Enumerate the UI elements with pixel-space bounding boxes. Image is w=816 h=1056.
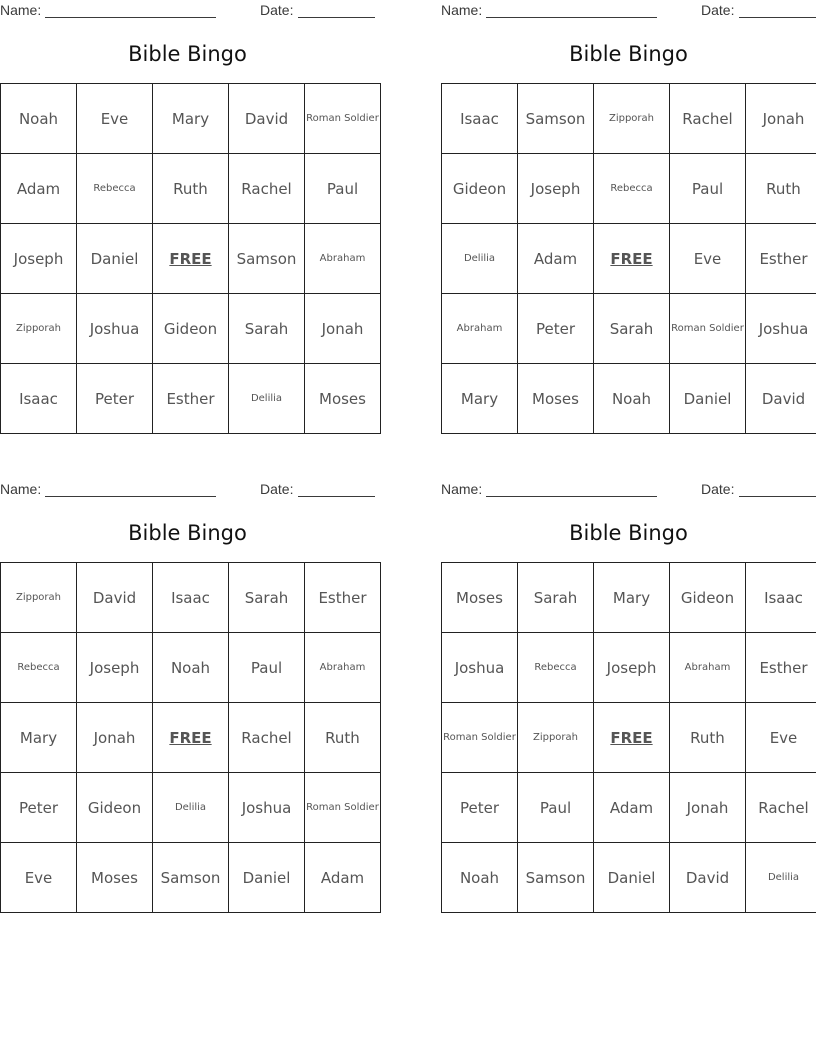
bingo-cell[interactable]: Roman Soldier [305, 773, 381, 843]
bingo-cell[interactable]: Roman Soldier [305, 84, 381, 154]
bingo-cell[interactable]: Adam [305, 843, 381, 913]
bingo-cell[interactable]: Ruth [746, 154, 816, 224]
bingo-cell[interactable]: Sarah [594, 294, 670, 364]
bingo-cell[interactable]: Joshua [77, 294, 153, 364]
name-label: Name: [441, 2, 483, 18]
date-label: Date: [701, 2, 735, 18]
bingo-cell[interactable]: Esther [746, 633, 816, 703]
bingo-cell[interactable]: Noah [442, 843, 518, 913]
bingo-card-4 [441, 479, 816, 913]
bingo-cell[interactable]: Mary [594, 563, 670, 633]
bingo-cell[interactable]: Rachel [229, 154, 305, 224]
name-blank-line[interactable] [486, 17, 657, 18]
bingo-cell[interactable]: Samson [153, 843, 229, 913]
name-blank-line[interactable] [486, 496, 657, 497]
bingo-cell[interactable]: Peter [1, 773, 77, 843]
bingo-cell[interactable]: Gideon [442, 154, 518, 224]
bingo-cell[interactable]: Daniel [77, 224, 153, 294]
card-title: Bible Bingo [128, 42, 247, 66]
bingo-cell[interactable]: Rebecca [1, 633, 77, 703]
bingo-cell[interactable]: Mary [1, 703, 77, 773]
name-label: Name: [0, 2, 42, 18]
bingo-cell[interactable]: Eve [746, 703, 816, 773]
bingo-cell[interactable]: Zipporah [1, 294, 77, 364]
bingo-grid [441, 83, 816, 434]
bingo-cell[interactable]: Ruth [670, 703, 746, 773]
bingo-cell[interactable]: Abraham [305, 633, 381, 703]
bingo-cell[interactable]: Zipporah [518, 703, 594, 773]
bingo-cell[interactable]: Esther [746, 224, 816, 294]
bingo-cell[interactable]: Rachel [746, 773, 816, 843]
bingo-cell[interactable]: Joshua [442, 633, 518, 703]
bingo-cell[interactable]: Moses [77, 843, 153, 913]
bingo-cell[interactable]: Adam [1, 154, 77, 224]
bingo-cell[interactable]: Ruth [305, 703, 381, 773]
bingo-grid [0, 83, 381, 434]
bingo-cell[interactable]: Eve [1, 843, 77, 913]
bingo-cell[interactable]: Joseph [1, 224, 77, 294]
bingo-cell[interactable]: Delilia [153, 773, 229, 843]
bingo-cell[interactable]: Gideon [153, 294, 229, 364]
name-date-row [441, 481, 816, 499]
bingo-row [442, 154, 816, 224]
bingo-cell[interactable]: Ruth [153, 154, 229, 224]
bingo-cell[interactable]: Samson [518, 843, 594, 913]
free-space[interactable]: FREE [594, 703, 670, 773]
bingo-cell[interactable]: Esther [305, 563, 381, 633]
bingo-cell[interactable]: Rebecca [518, 633, 594, 703]
name-date-row [0, 2, 375, 20]
bingo-cell[interactable]: Mary [153, 84, 229, 154]
bingo-cell[interactable]: Samson [229, 224, 305, 294]
date-blank-line[interactable] [298, 17, 375, 18]
bingo-cell[interactable]: Rebecca [594, 154, 670, 224]
bingo-cell[interactable]: Rebecca [77, 154, 153, 224]
date-label: Date: [260, 2, 294, 18]
date-blank-line[interactable] [298, 496, 375, 497]
bingo-cell[interactable]: Adam [594, 773, 670, 843]
bingo-cell[interactable]: Noah [153, 633, 229, 703]
bingo-cell[interactable]: Sarah [518, 563, 594, 633]
bingo-cell[interactable]: Abraham [442, 294, 518, 364]
free-space[interactable]: FREE [594, 224, 670, 294]
bingo-cell[interactable]: Joseph [77, 633, 153, 703]
card-title: Bible Bingo [569, 521, 688, 545]
bingo-cell[interactable]: Joshua [746, 294, 816, 364]
bingo-cell[interactable]: Jonah [77, 703, 153, 773]
date-label: Date: [701, 481, 735, 497]
bingo-cell[interactable]: Roman Soldier [670, 294, 746, 364]
bingo-cell[interactable]: Zipporah [594, 84, 670, 154]
bingo-cell[interactable]: Joseph [594, 633, 670, 703]
bingo-cell[interactable]: Noah [1, 84, 77, 154]
name-blank-line[interactable] [45, 496, 216, 497]
bingo-cell[interactable]: Roman Soldier [442, 703, 518, 773]
bingo-cell[interactable]: Moses [442, 563, 518, 633]
bingo-cell[interactable]: Jonah [670, 773, 746, 843]
bingo-cell[interactable]: Isaac [153, 563, 229, 633]
bingo-row [1, 633, 381, 703]
bingo-cell[interactable]: Peter [442, 773, 518, 843]
bingo-card-3 [0, 479, 379, 913]
bingo-cell[interactable]: Noah [594, 364, 670, 434]
bingo-row [1, 154, 381, 224]
bingo-cell[interactable]: Moses [305, 364, 381, 434]
bingo-row [442, 703, 816, 773]
bingo-cell[interactable]: Adam [518, 224, 594, 294]
bingo-cell[interactable]: Peter [77, 364, 153, 434]
bingo-row [442, 364, 816, 434]
bingo-row [442, 843, 816, 913]
bingo-cell[interactable]: Jonah [305, 294, 381, 364]
bingo-grid [0, 562, 381, 913]
bingo-cell[interactable]: Gideon [670, 563, 746, 633]
bingo-cell[interactable]: Rachel [670, 84, 746, 154]
bingo-row [442, 773, 816, 843]
bingo-cell[interactable]: David [229, 84, 305, 154]
name-date-row [441, 2, 816, 20]
bingo-grid [441, 562, 816, 913]
bingo-cell[interactable]: Joseph [518, 154, 594, 224]
bingo-cell[interactable]: David [77, 563, 153, 633]
date-blank-line[interactable] [739, 496, 816, 497]
bingo-row [1, 773, 381, 843]
bingo-cell[interactable]: Paul [670, 154, 746, 224]
bingo-row [1, 294, 381, 364]
bingo-cell[interactable]: Isaac [746, 563, 816, 633]
bingo-cell[interactable]: Paul [305, 154, 381, 224]
bingo-cell[interactable]: David [746, 364, 816, 434]
bingo-row [1, 843, 381, 913]
free-space[interactable]: FREE [153, 224, 229, 294]
bingo-cell[interactable]: Eve [670, 224, 746, 294]
card-title: Bible Bingo [128, 521, 247, 545]
bingo-cell[interactable]: Peter [518, 294, 594, 364]
bingo-cell[interactable]: Paul [229, 633, 305, 703]
bingo-cell[interactable]: Jonah [746, 84, 816, 154]
date-blank-line[interactable] [739, 17, 816, 18]
bingo-cell[interactable]: Mary [442, 364, 518, 434]
bingo-cell[interactable]: Moses [518, 364, 594, 434]
bingo-cell[interactable]: Daniel [594, 843, 670, 913]
card-title: Bible Bingo [569, 42, 688, 66]
bingo-card-1 [0, 0, 379, 434]
free-space[interactable]: FREE [153, 703, 229, 773]
bingo-cell[interactable]: Zipporah [1, 563, 77, 633]
bingo-cell[interactable]: Sarah [229, 294, 305, 364]
bingo-row [1, 563, 381, 633]
bingo-row [442, 84, 816, 154]
bingo-cell[interactable]: David [670, 843, 746, 913]
bingo-cell[interactable]: Eve [77, 84, 153, 154]
bingo-row [1, 364, 381, 434]
bingo-cell[interactable]: Sarah [229, 563, 305, 633]
bingo-cell[interactable]: Delilia [229, 364, 305, 434]
name-blank-line[interactable] [45, 17, 216, 18]
name-label: Name: [0, 481, 42, 497]
bingo-cell[interactable]: Abraham [670, 633, 746, 703]
bingo-row [442, 224, 816, 294]
date-label: Date: [260, 481, 294, 497]
bingo-row [1, 224, 381, 294]
bingo-cell[interactable]: Rachel [229, 703, 305, 773]
bingo-cell[interactable]: Isaac [442, 84, 518, 154]
bingo-cell[interactable]: Delilia [442, 224, 518, 294]
bingo-card-2 [441, 0, 816, 434]
bingo-row [1, 703, 381, 773]
bingo-row [442, 563, 816, 633]
bingo-cell[interactable]: Esther [153, 364, 229, 434]
bingo-cell[interactable]: Delilia [746, 843, 816, 913]
name-label: Name: [441, 481, 483, 497]
bingo-cell[interactable]: Paul [518, 773, 594, 843]
bingo-row [1, 84, 381, 154]
bingo-cell[interactable]: Isaac [1, 364, 77, 434]
bingo-cell[interactable]: Gideon [77, 773, 153, 843]
bingo-cell[interactable]: Abraham [305, 224, 381, 294]
bingo-cell[interactable]: Daniel [229, 843, 305, 913]
bingo-row [442, 294, 816, 364]
bingo-row [442, 633, 816, 703]
bingo-cell[interactable]: Daniel [670, 364, 746, 434]
bingo-cell[interactable]: Joshua [229, 773, 305, 843]
name-date-row [0, 481, 375, 499]
bingo-cell[interactable]: Samson [518, 84, 594, 154]
